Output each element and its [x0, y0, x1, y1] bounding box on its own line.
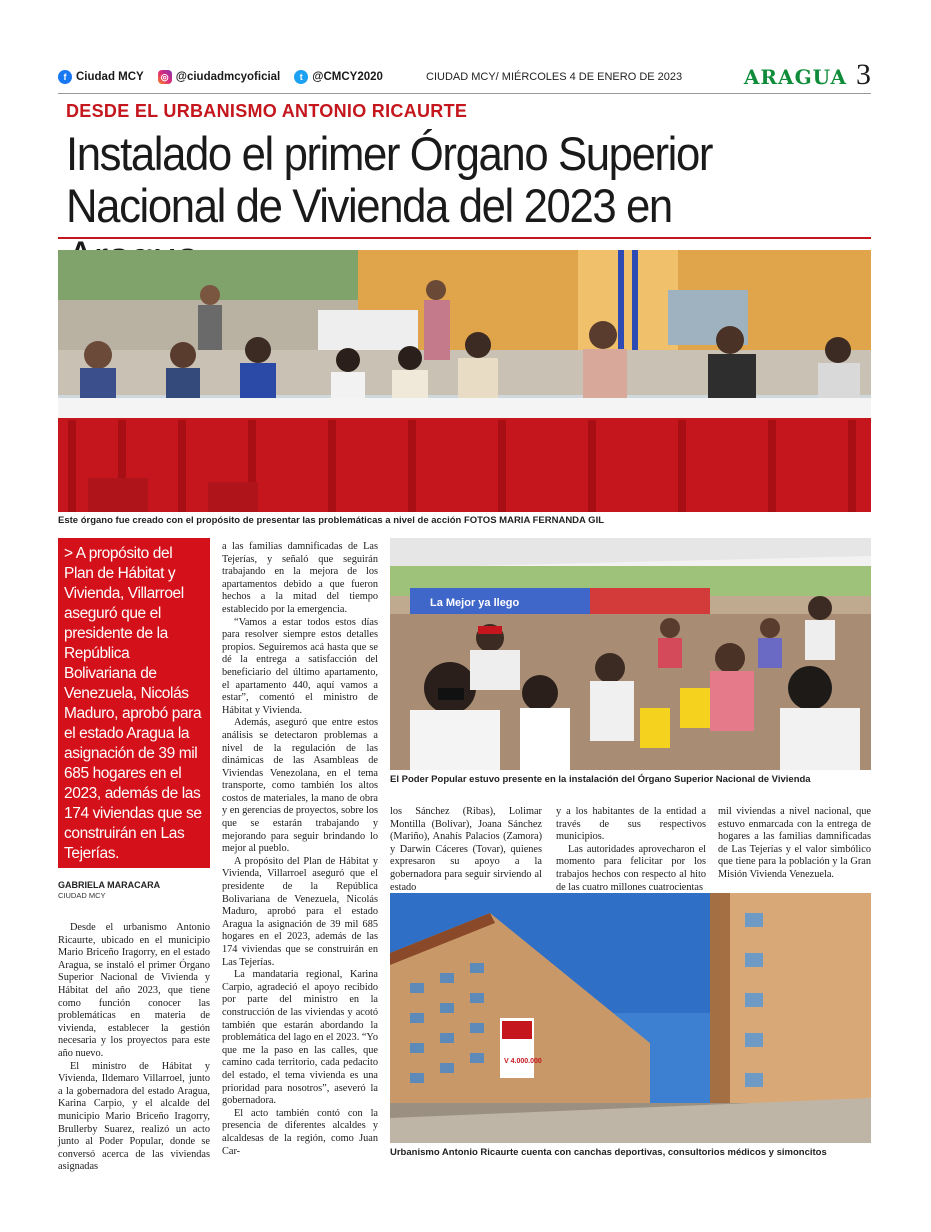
instagram-label: @ciudadmcyoficial	[175, 71, 281, 83]
photo-buildings-illustration	[390, 893, 871, 1143]
instagram-handle[interactable]	[158, 70, 281, 84]
paragraph: Además, aseguró que entre estos análisis se detectaron problemas a nivel de la regulación de las dinámicas de las Asambleas de Viviendas Venezolana, en el tema transporte, como también los altos costos de materiales, la mano de obra y en gerencias de proyectos, sobre los que se estarán trabajando y mejorando para seguir brindando lo mejor al pueblo.	[222, 717, 378, 855]
twitter-handle[interactable]	[294, 70, 383, 84]
paragraph: El acto también contó con la presencia de diferentes alcaldes y alcaldesas de la región, como Juan Car-	[222, 1107, 378, 1157]
section-name: ARAGUA	[743, 65, 847, 89]
photo-buildings	[390, 893, 871, 1143]
facebook-icon: f	[58, 70, 72, 84]
article-column-5	[718, 806, 871, 882]
twitter-icon: t	[294, 70, 308, 84]
photo-crowd	[390, 538, 871, 770]
paragraph: A propósito del Plan de Hábitat y Vivienda, Villarroel aseguró que el presidente de la República Bolivariana de Venezuela, Nicolás Maduro, aprobó para el estado Aragua la asignación de 39 mil 685 hogares en el 2023, además de las 174 viviendas que se construirán en Las Tejerías.	[222, 855, 378, 968]
article-column-2	[222, 541, 378, 1158]
paragraph: Las autoridades aprovecharon el momento para felicitar por los trabajos hechos con respecto al hito de las cuatro millones cuatrocientas	[556, 843, 706, 893]
facebook-handle[interactable]	[58, 70, 144, 84]
housing-sign-label: V 4.000.000	[504, 1058, 542, 1065]
twitter-label: @CMCY2020	[312, 71, 383, 83]
photo-caption-crowd: El Poder Popular estuvo presente en la instalación del Órgano Superior Nacional de Vivienda	[390, 774, 811, 785]
photo-crowd-illustration	[390, 538, 871, 770]
article-kicker: DESDE EL URBANISMO ANTONIO RICAURTE	[66, 101, 468, 121]
headline-divider	[58, 237, 871, 239]
photo-panel-table	[58, 250, 871, 512]
paragraph: los Sánchez (Ribas), Lolimar Montilla (Bolívar), Joana Sánchez (Mariño), Anahís Palacios (Zamora) y Darwin Cáceres (Tovar), quienes expresaron su apoyo a la gobernadora para seguir sirviendo al estado	[390, 806, 542, 893]
byline-author: GABRIELA MARACARA	[58, 880, 161, 890]
page-number: 3	[856, 58, 871, 91]
facebook-label: Ciudad MCY	[76, 71, 144, 83]
article-column-1	[58, 922, 210, 1174]
article-column-3	[390, 806, 542, 894]
paragraph: Desde el urbanismo Antonio Ricaurte, ubicado en el municipio Mario Briceño Iragorry, en el estado Aragua, se instaló el primer Órgano Superior Nacional de Vivienda y Hábitat del año 2023, que tiene como función conocer las problemáticas en materia de vivienda, establecer la gestión necesaria y los proyectos para este año nuevo.	[58, 922, 210, 1059]
dateline: CIUDAD MCY/ MIÉRCOLES 4 DE ENERO DE 2023	[426, 71, 683, 83]
article-headline: Instalado el primer Órgano Superior Nacional de Vivienda del 2023 en	[66, 127, 713, 232]
byline-credit: CIUDAD MCY	[58, 891, 106, 900]
paragraph: a las familias damnificadas de Las Tejerías, y señaló que seguirán trabajando en la mejora de los apartamentos debido a que fueron hechos a la mitad del tiempo establecido por la emergencia.	[222, 541, 378, 615]
photo-panel-illustration	[58, 250, 871, 512]
paragraph: mil viviendas a nivel nacional, que estuvo enmarcada con la entrega de hogares a las familias damnificadas de Las Tejerías y el valor simbólico que tiene para la población y la Gran Misión Vivienda Venezuela.	[718, 806, 871, 880]
banner-slogan: La Mejor ya llego	[430, 597, 520, 609]
header-divider	[58, 93, 871, 94]
article-column-4	[556, 806, 706, 894]
paragraph: y a los habitantes de la entidad a través de sus respectivos municipios.	[556, 806, 706, 843]
paragraph: El ministro de Hábitat y Vivienda, Ildemaro Villarroel, junto a la gobernadora del estado Aragua, Karina Carpio, y el alcalde del municipio Mario Briceño Iragorry, Brullerby Suarez, realizó un acto junto al Poder Popular, donde se conversó acerca de las viviendas asignadas	[58, 1060, 210, 1173]
photo-caption-buildings: Urbanismo Antonio Ricaurte cuenta con canchas deportivas, consultorios médicos y simoncitos	[390, 1147, 827, 1158]
paragraph: La mandataria regional, Karina Carpio, agradeció el apoyo recibido por parte del ministro en la construcción de las viviendas y acotó también que estarán abordando la problemática del lago en el 2023. “Yo que me la paso en las calles, que camino cada territorio, cada pedacito del estado, el tema vivienda es una prioridad para nosotros”, aseveró la gobernadora.	[222, 969, 378, 1107]
pull-quote: > A propósito del Plan de Hábitat y Vivienda, Villarroel aseguró que el presidente de la República Bolivariana de Venezuela, Nicolás Maduro, aprobó para el estado Aragua la asignación de 39 mil 685 hogares en el 2023, además de las 174 viviendas que se construirán en Las Tejerías.	[58, 538, 210, 868]
masthead-bar	[58, 58, 871, 91]
instagram-icon: ◎	[158, 70, 172, 84]
paragraph: “Vamos a estar todos estos días para resolver siempre estos detalles propios. Seguiremos acá hasta que se dé la entrega a satisfacción del beneficiario del último apartamento, el apartamento 440, aquí vamos a estar”, comentó el ministro de Hábitat y Vivienda.	[222, 616, 378, 716]
photo-caption-main: Este órgano fue creado con el propósito de presentar las problemáticas a nivel de acción FOTOS MARIA FERNANDA GIL	[58, 515, 605, 526]
